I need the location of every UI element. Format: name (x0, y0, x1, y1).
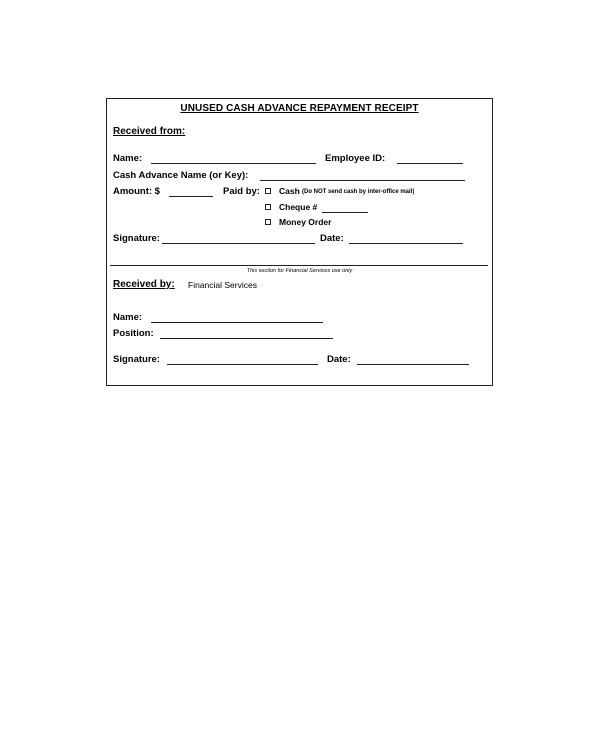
received-by-value: Financial Services (188, 280, 257, 290)
receipt-form (106, 98, 493, 386)
cash-option-label: Cash (279, 186, 300, 196)
cash-option-note: (Do NOT send cash by inter-office mail) (302, 189, 415, 195)
name-label: Name: (113, 153, 143, 164)
receiver-date-label: Date: (327, 354, 351, 365)
money-order-option-label: Money Order (279, 217, 332, 227)
money-order-checkbox[interactable] (265, 219, 271, 225)
date-label: Date: (320, 233, 344, 244)
signature-field[interactable] (162, 243, 315, 244)
cheque-number-field[interactable] (322, 212, 368, 213)
amount-label: Amount: $ (113, 186, 160, 197)
received-by-heading: Received by: (113, 279, 175, 290)
cash-checkbox[interactable] (265, 188, 271, 194)
employee-id-label: Employee ID: (325, 153, 386, 164)
receiver-signature-field[interactable] (167, 364, 318, 365)
form-title: UNUSED CASH ADVANCE REPAYMENT RECEIPT (180, 103, 419, 114)
employee-id-field[interactable] (397, 163, 463, 164)
name-field[interactable] (151, 163, 316, 164)
date-field[interactable] (349, 243, 463, 244)
cheque-option-label: Cheque # (279, 202, 318, 212)
section-divider (110, 265, 488, 266)
receiver-name-label: Name: (113, 312, 143, 323)
position-field[interactable] (160, 338, 333, 339)
amount-field[interactable] (169, 196, 213, 197)
receiver-name-field[interactable] (151, 322, 323, 323)
received-from-heading: Received from: (113, 126, 186, 137)
receiver-date-field[interactable] (357, 364, 469, 365)
paid-by-label: Paid by: (223, 186, 260, 197)
signature-label: Signature: (113, 233, 160, 244)
cash-advance-name-field[interactable] (260, 180, 465, 181)
position-label: Position: (113, 328, 154, 339)
cheque-checkbox[interactable] (265, 204, 271, 210)
section-note: This section for Financial Services use only (246, 268, 353, 274)
cash-advance-name-label: Cash Advance Name (or Key): (113, 170, 249, 181)
receiver-signature-label: Signature: (113, 354, 160, 365)
